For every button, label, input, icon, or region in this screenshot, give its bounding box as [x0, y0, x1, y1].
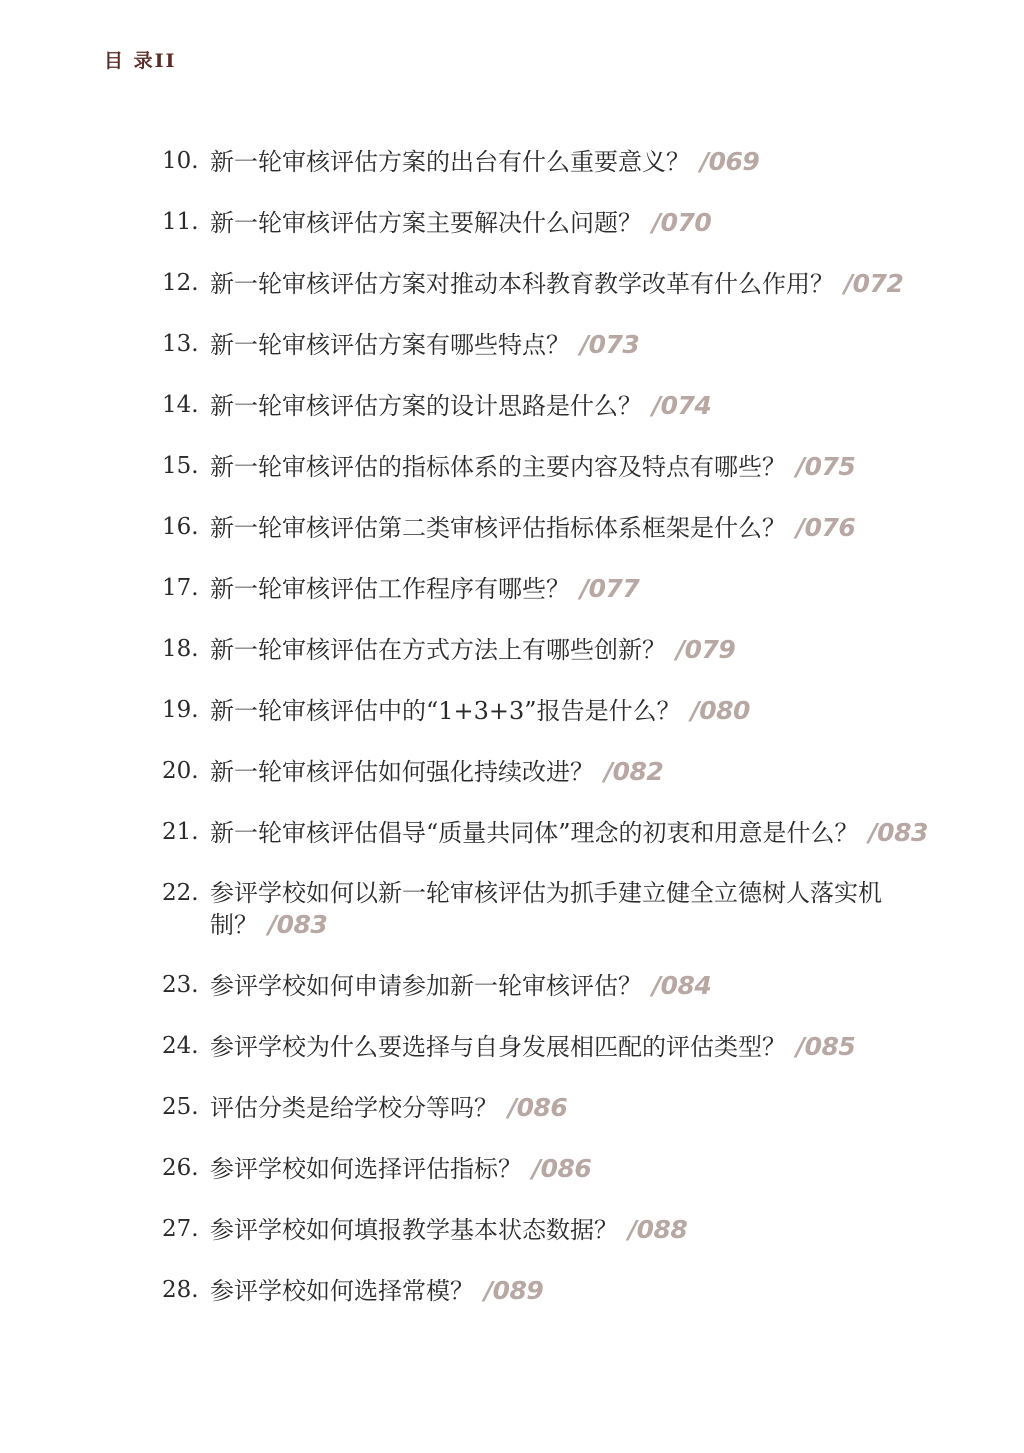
toc-entry-title: 新一轮审核评估工作程序有哪些？ [210, 575, 570, 603]
toc-entry[interactable] [162, 390, 942, 422]
toc-entry-title: 新一轮审核评估在方式方法上有哪些创新？ [210, 636, 666, 664]
toc-entry[interactable] [162, 268, 942, 300]
toc-entry-number: 10. [162, 148, 199, 174]
toc-entry-page: /086 [532, 1154, 592, 1183]
toc-entry-title: 参评学校如何选择常模？ [210, 1277, 474, 1305]
toc-entry-number: 17. [162, 575, 199, 601]
toc-entry-title: 参评学校如何申请参加新一轮审核评估？ [210, 972, 642, 1000]
toc-entry[interactable] [162, 451, 942, 483]
toc-entry-title: 参评学校如何以新一轮审核评估为抓手建立健全立德树人落实机制？ [210, 879, 882, 939]
toc-entry[interactable] [162, 970, 942, 1002]
toc-entry-number: 24. [162, 1033, 199, 1059]
toc-entry-page: /077 [580, 574, 640, 603]
toc-entry-page: /075 [796, 452, 856, 481]
toc-entry[interactable] [162, 329, 942, 361]
toc-entry-number: 18. [162, 636, 199, 662]
toc-entry-title: 参评学校如何选择评估指标？ [210, 1155, 522, 1183]
toc-entry-number: 19. [162, 697, 199, 723]
toc-entry-page: /073 [580, 330, 640, 359]
toc-entry-title: 参评学校为什么要选择与自身发展相匹配的评估类型？ [210, 1033, 786, 1061]
toc-entry[interactable] [162, 1214, 942, 1246]
toc-entry[interactable] [162, 1092, 942, 1124]
toc-entry-title: 新一轮审核评估方案主要解决什么问题？ [210, 209, 642, 237]
toc-entry-page: /088 [628, 1215, 688, 1244]
toc-entry-number: 22. [162, 880, 199, 906]
toc-entry-title: 新一轮审核评估方案的设计思路是什么？ [210, 392, 642, 420]
toc-entry-page: /085 [796, 1032, 856, 1061]
toc-entry[interactable] [162, 695, 942, 727]
running-head: 目 录II [104, 50, 177, 72]
toc-entry-page: /082 [604, 757, 664, 786]
toc-entry-title: 评估分类是给学校分等吗？ [210, 1094, 498, 1122]
toc-entry-page: /080 [690, 696, 750, 725]
toc-entry-number: 27. [162, 1216, 199, 1242]
toc-entry-number: 28. [162, 1277, 199, 1303]
toc-entry-title: 新一轮审核评估的指标体系的主要内容及特点有哪些？ [210, 453, 786, 481]
toc-entry-number: 25. [162, 1094, 199, 1120]
toc-entry-number: 20. [162, 758, 199, 784]
toc-entry-page: /069 [700, 147, 760, 176]
toc-entry[interactable] [162, 634, 942, 666]
toc-entry-page: /076 [796, 513, 856, 542]
toc-entry-title: 新一轮审核评估如何强化持续改进？ [210, 758, 594, 786]
toc-entry[interactable] [162, 1275, 942, 1307]
toc-entry-title: 新一轮审核评估方案的出台有什么重要意义？ [210, 148, 690, 176]
toc-entry[interactable] [162, 1031, 942, 1063]
toc-entry-page: /086 [508, 1093, 568, 1122]
toc-entry[interactable] [162, 512, 942, 544]
toc-entry[interactable] [162, 756, 942, 788]
toc-entry-page: /089 [484, 1276, 544, 1305]
toc-entry-title: 参评学校如何填报教学基本状态数据？ [210, 1216, 618, 1244]
toc-entry-number: 21. [162, 819, 199, 845]
toc-entry-page: /074 [652, 391, 712, 420]
toc-entry[interactable] [162, 878, 942, 941]
toc-entry-title: 新一轮审核评估方案对推动本科教育教学改革有什么作用？ [210, 270, 834, 298]
toc-entry-number: 23. [162, 972, 199, 998]
toc-entry[interactable] [162, 146, 942, 178]
toc-entry[interactable] [162, 817, 942, 849]
toc-entry-title: 新一轮审核评估方案有哪些特点？ [210, 331, 570, 359]
toc-entry-page: /079 [676, 635, 736, 664]
table-of-contents [162, 146, 942, 1336]
toc-entry[interactable] [162, 207, 942, 239]
toc-entry[interactable] [162, 573, 942, 605]
toc-entry-number: 16. [162, 514, 199, 540]
toc-entry-page: /083 [268, 910, 328, 939]
toc-entry-title: 新一轮审核评估倡导“质量共同体”理念的初衷和用意是什么？ [210, 819, 859, 847]
toc-entry-page: /084 [652, 971, 712, 1000]
toc-entry-number: 26. [162, 1155, 199, 1181]
toc-entry-number: 12. [162, 270, 199, 296]
toc-entry-number: 15. [162, 453, 199, 479]
toc-entry-title: 新一轮审核评估第二类审核评估指标体系框架是什么？ [210, 514, 786, 542]
toc-entry-number: 13. [162, 331, 199, 357]
toc-entry-page: /072 [844, 269, 904, 298]
toc-entry-title: 新一轮审核评估中的“1+3+3”报告是什么？ [210, 697, 681, 725]
toc-entry[interactable] [162, 1153, 942, 1185]
toc-entry-page: /070 [652, 208, 712, 237]
toc-entry-number: 11. [162, 209, 199, 235]
toc-entry-number: 14. [162, 392, 199, 418]
toc-entry-page: /083 [868, 818, 928, 847]
